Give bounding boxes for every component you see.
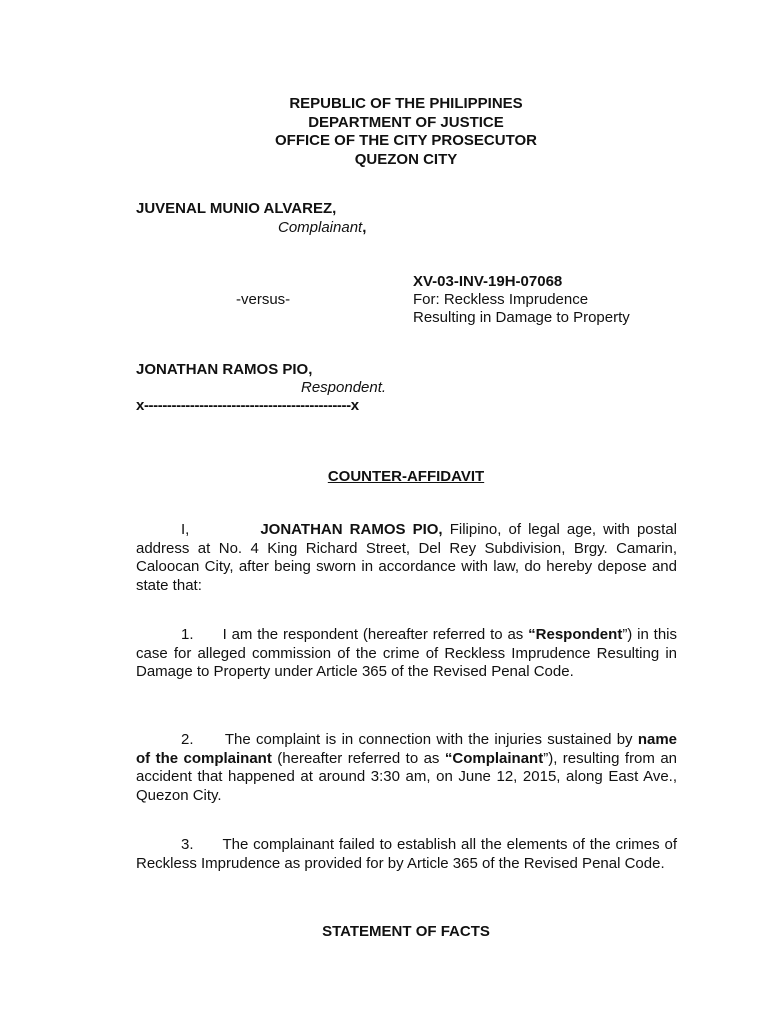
caption-separator: x---------------------------------------------x bbox=[136, 397, 359, 414]
paragraph-3 bbox=[136, 836, 677, 873]
document-title: COUNTER-AFFIDAVIT bbox=[327, 468, 485, 485]
para2-bold-1: name of the complainant bbox=[136, 731, 678, 767]
header-republic: REPUBLIC OF THE PHILIPPINES bbox=[289, 95, 523, 112]
para3-text: The complainant failed to establish all the elements of the crimes of Reckless Imprudence as provided for by Article 365 of the Revised Penal Code. bbox=[136, 836, 678, 872]
charge-line-1: For: Reckless Imprudence bbox=[413, 291, 589, 308]
para1-text-2: ”) in this case for alleged commission of the crime of Reckless Imprudence Resulting in Damage to Property under Article 365 of the Revised Penal Code. bbox=[136, 626, 678, 680]
para2-number: 2. bbox=[181, 731, 194, 748]
paragraph-2 bbox=[136, 731, 677, 805]
document-header bbox=[0, 95, 768, 169]
complainant-name: JUVENAL MUNIO ALVAREZ, bbox=[136, 200, 337, 217]
intro-text: Filipino, of legal age, with postal address at No. 4 King Richard Street, Del Rey Subdivision, Brgy. Camarin, Caloocan City, after being sworn in accordance with law, do hereby depose and state that: bbox=[136, 521, 677, 594]
paragraph-1 bbox=[136, 626, 677, 682]
versus-label: -versus- bbox=[236, 291, 291, 308]
header-department: DEPARTMENT OF JUSTICE bbox=[308, 113, 504, 131]
intro-name: JONATHAN RAMOS PIO, bbox=[260, 521, 443, 538]
complainant-role-line bbox=[278, 219, 366, 238]
intro-paragraph bbox=[136, 521, 677, 595]
respondent-name: JONATHAN RAMOS PIO, bbox=[136, 361, 313, 378]
para2-text-3: ”), resulting from an accident that happened at around 3:30 am, on June 12, 2015, along East Ave., Quezon City. bbox=[136, 749, 677, 804]
complainant-role: Complainant bbox=[278, 219, 363, 236]
charge-line-2: Resulting in Damage to Property bbox=[413, 309, 630, 326]
para2-text-1: The complaint is in connection with the injuries sustained by bbox=[224, 731, 638, 748]
para1-bold: “Respondent bbox=[528, 626, 623, 643]
header-city: QUEZON CITY bbox=[354, 150, 458, 168]
para2-text-2: (hereafter referred to as bbox=[271, 749, 445, 767]
complainant-comma: , bbox=[362, 219, 367, 236]
para1-text-1: I am the respondent (hereafter referred to as bbox=[222, 626, 529, 643]
respondent-role: Respondent. bbox=[301, 379, 387, 396]
case-number: XV-03-INV-19H-07068 bbox=[413, 273, 563, 290]
para2-bold-2: “Complainant bbox=[444, 749, 544, 767]
section-title-statement-of-facts: STATEMENT OF FACTS bbox=[322, 923, 490, 940]
header-office: OFFICE OF THE CITY PROSECUTOR bbox=[275, 132, 537, 149]
para3-number: 3. bbox=[181, 836, 194, 853]
para1-number: 1. bbox=[181, 626, 194, 643]
intro-pronoun: I, bbox=[181, 521, 190, 538]
